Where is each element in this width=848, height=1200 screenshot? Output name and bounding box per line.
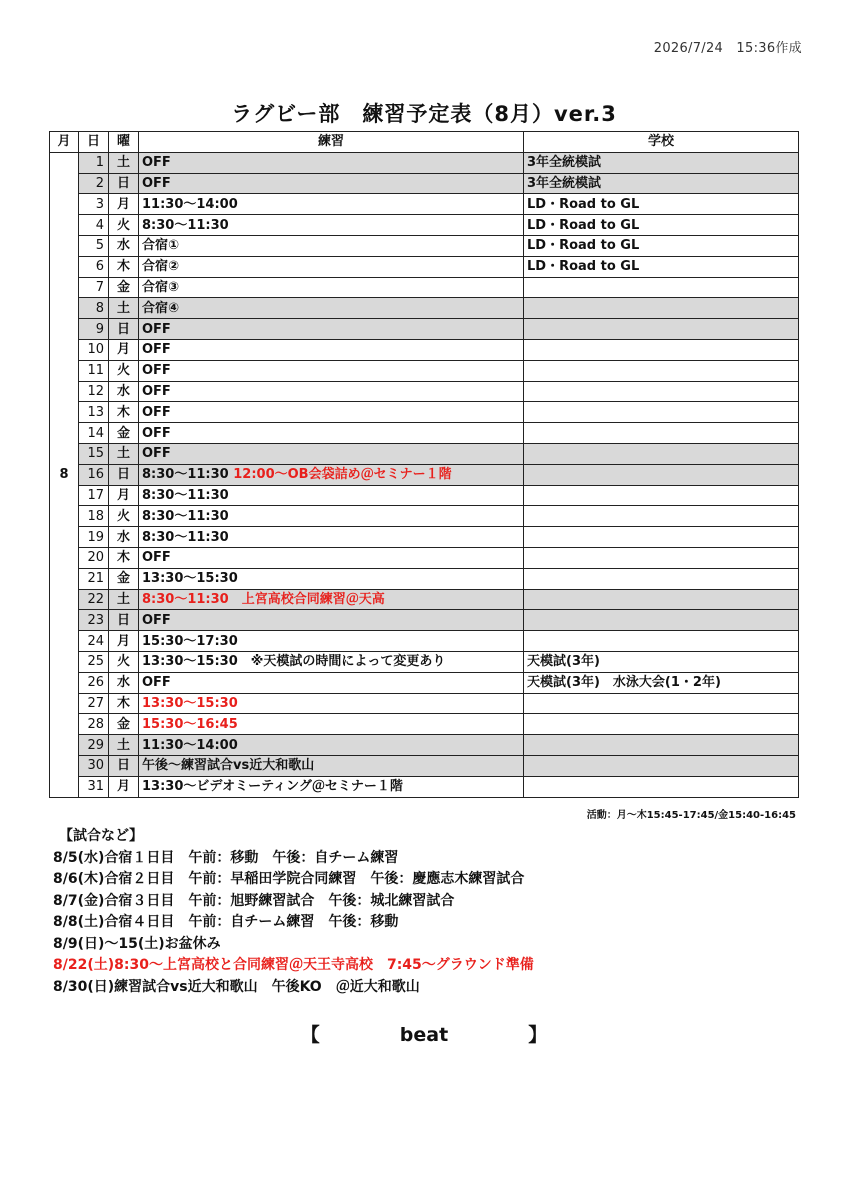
practice-cell <box>139 735 524 756</box>
weekday-cell: 土 <box>109 152 139 173</box>
table-row <box>50 693 799 714</box>
school-cell: 天模試(3年) <box>524 651 799 672</box>
school-cell <box>524 589 799 610</box>
day-cell: 11 <box>79 360 109 381</box>
day-cell: 2 <box>79 173 109 194</box>
practice-text: OFF <box>142 612 171 628</box>
table-row <box>50 506 799 527</box>
weekday-cell: 月 <box>109 776 139 797</box>
day-cell: 24 <box>79 631 109 652</box>
school-cell <box>524 381 799 402</box>
school-cell <box>524 610 799 631</box>
footer-close-bracket: 】 <box>528 1024 548 1046</box>
school-cell <box>524 693 799 714</box>
day-cell: 7 <box>79 277 109 298</box>
practice-cell <box>139 651 524 672</box>
day-cell: 22 <box>79 589 109 610</box>
day-cell: 8 <box>79 298 109 319</box>
practice-text: 13:30～ビデオミーティング＠セミナー１階 <box>142 779 403 795</box>
practice-note-red: 8:30～11:30 上宮高校合同練習＠天高 <box>142 591 385 607</box>
table-row <box>50 755 799 776</box>
practice-text: OFF <box>142 425 171 441</box>
school-cell: 天模試(3年) 水泳大会(1・2年) <box>524 672 799 693</box>
weekday-cell: 月 <box>109 485 139 506</box>
weekday-cell: 日 <box>109 610 139 631</box>
day-cell: 23 <box>79 610 109 631</box>
practice-cell <box>139 631 524 652</box>
day-cell: 25 <box>79 651 109 672</box>
header-weekday: 曜 <box>109 132 139 153</box>
weekday-cell: 日 <box>109 319 139 340</box>
table-row <box>50 256 799 277</box>
practice-note-red: 13:30～15:30 <box>142 695 238 711</box>
table-row <box>50 339 799 360</box>
practice-cell <box>139 506 524 527</box>
practice-cell <box>139 527 524 548</box>
month-cell: 8 <box>50 152 79 797</box>
practice-cell <box>139 319 524 340</box>
table-row <box>50 735 799 756</box>
table-row <box>50 443 799 464</box>
school-cell <box>524 443 799 464</box>
game-line: 8/7(金)合宿３日目 午前：旭野練習試合 午後：城北練習試合 <box>53 892 455 909</box>
day-cell: 26 <box>79 672 109 693</box>
table-row <box>50 464 799 485</box>
weekday-cell: 木 <box>109 693 139 714</box>
game-line: 8/5(水)合宿１日目 午前：移動 午後：自チーム練習 <box>53 849 399 866</box>
table-row <box>50 152 799 173</box>
school-cell <box>524 714 799 735</box>
school-cell <box>524 277 799 298</box>
weekday-cell: 日 <box>109 173 139 194</box>
practice-text: OFF <box>142 404 171 420</box>
day-cell: 14 <box>79 423 109 444</box>
weekday-cell: 水 <box>109 527 139 548</box>
table-header-row <box>50 132 799 153</box>
header-day: 日 <box>79 132 109 153</box>
table-row <box>50 277 799 298</box>
practice-cell <box>139 485 524 506</box>
practice-cell <box>139 235 524 256</box>
practice-text: OFF <box>142 550 171 566</box>
practice-text: OFF <box>142 383 171 399</box>
practice-cell <box>139 256 524 277</box>
school-cell: 3年全統模試 <box>524 152 799 173</box>
weekday-cell: 火 <box>109 215 139 236</box>
practice-note-red: 12:00～OB会袋詰め＠セミナー１階 <box>233 467 452 483</box>
table-row <box>50 173 799 194</box>
day-cell: 10 <box>79 339 109 360</box>
weekday-cell: 木 <box>109 402 139 423</box>
table-row <box>50 485 799 506</box>
practice-text: 8:30～11:30 <box>142 508 229 524</box>
header-school: 学校 <box>524 132 799 153</box>
day-cell: 18 <box>79 506 109 527</box>
practice-text: 13:30～15:30 ※天模試の時間によって変更あり <box>142 654 446 670</box>
practice-text: 8:30～11:30 <box>142 467 234 483</box>
table-row <box>50 360 799 381</box>
games-list <box>53 848 534 999</box>
day-cell: 6 <box>79 256 109 277</box>
practice-text: OFF <box>142 363 171 379</box>
table-row <box>50 381 799 402</box>
weekday-cell: 土 <box>109 298 139 319</box>
table-row <box>50 714 799 735</box>
practice-cell <box>139 464 524 485</box>
weekday-cell: 金 <box>109 423 139 444</box>
weekday-cell: 金 <box>109 277 139 298</box>
school-cell <box>524 506 799 527</box>
weekday-cell: 金 <box>109 568 139 589</box>
practice-cell <box>139 776 524 797</box>
day-cell: 15 <box>79 443 109 464</box>
school-cell: LD・Road to GL <box>524 256 799 277</box>
practice-text: 午後～練習試合vs近大和歌山 <box>142 758 315 774</box>
table-row <box>50 672 799 693</box>
day-cell: 17 <box>79 485 109 506</box>
day-cell: 19 <box>79 527 109 548</box>
school-cell <box>524 547 799 568</box>
day-cell: 4 <box>79 215 109 236</box>
practice-text: OFF <box>142 342 171 358</box>
day-cell: 1 <box>79 152 109 173</box>
table-row <box>50 589 799 610</box>
table-row <box>50 319 799 340</box>
practice-text: 13:30～15:30 <box>142 571 238 587</box>
practice-cell <box>139 381 524 402</box>
game-line: 8/30(日)練習試合vs近大和歌山 午後KO ＠近大和歌山 <box>53 978 420 995</box>
game-line: 8/9(日)～15(土)お盆休み <box>53 935 221 952</box>
games-heading: 【試合など】 <box>59 828 143 844</box>
practice-text: 合宿① <box>142 238 180 254</box>
weekday-cell: 火 <box>109 506 139 527</box>
school-cell: LD・Road to GL <box>524 215 799 236</box>
practice-text: 11:30～14:00 <box>142 737 238 753</box>
game-line: 8/8(土)合宿４日目 午前：自チーム練習 午後：移動 <box>53 914 399 930</box>
practice-text: OFF <box>142 175 171 191</box>
practice-text: 11:30～14:00 <box>142 196 238 212</box>
practice-text: 合宿④ <box>142 300 180 316</box>
weekday-cell: 土 <box>109 735 139 756</box>
practice-text: 8:30～11:30 <box>142 529 229 545</box>
table-row <box>50 547 799 568</box>
table-row <box>50 235 799 256</box>
school-cell <box>524 339 799 360</box>
practice-cell <box>139 215 524 236</box>
footer-word: beat <box>399 1024 449 1046</box>
table-row <box>50 610 799 631</box>
schedule-body <box>50 152 799 797</box>
school-cell <box>524 527 799 548</box>
footer-beat <box>0 1020 848 1047</box>
school-cell <box>524 735 799 756</box>
practice-text: 8:30～11:30 <box>142 487 229 503</box>
practice-cell <box>139 339 524 360</box>
practice-cell <box>139 443 524 464</box>
header-month: 月 <box>50 132 79 153</box>
school-cell <box>524 755 799 776</box>
game-line: 8/22(土)8:30～上宮高校と合同練習＠天王寺高校 7:45～グラウンド準備 <box>53 957 534 973</box>
created-timestamp: 2026/7/24 15:36作成 <box>653 41 802 56</box>
footer-open-bracket: 【 <box>300 1024 320 1046</box>
table-row <box>50 402 799 423</box>
weekday-cell: 金 <box>109 714 139 735</box>
practice-cell <box>139 277 524 298</box>
school-cell: LD・Road to GL <box>524 194 799 215</box>
practice-text: OFF <box>142 675 171 691</box>
day-cell: 29 <box>79 735 109 756</box>
day-cell: 13 <box>79 402 109 423</box>
school-cell <box>524 319 799 340</box>
table-row <box>50 631 799 652</box>
practice-cell <box>139 298 524 319</box>
weekday-cell: 日 <box>109 755 139 776</box>
school-cell <box>524 423 799 444</box>
school-cell <box>524 631 799 652</box>
practice-cell <box>139 173 524 194</box>
school-cell: 3年全統模試 <box>524 173 799 194</box>
weekday-cell: 土 <box>109 589 139 610</box>
practice-cell <box>139 360 524 381</box>
table-row <box>50 527 799 548</box>
page-title: ラグビー部 練習予定表（8月）ver.3 <box>231 102 617 126</box>
activity-note: 活動：月～木15:45-17:45/金15:40-16:45 <box>586 810 796 821</box>
table-row <box>50 423 799 444</box>
school-cell <box>524 360 799 381</box>
practice-cell <box>139 152 524 173</box>
day-cell: 12 <box>79 381 109 402</box>
practice-text: OFF <box>142 321 171 337</box>
weekday-cell: 木 <box>109 256 139 277</box>
game-line: 8/6(木)合宿２日目 午前：早稲田学院合同練習 午後：慶應志木練習試合 <box>53 871 525 887</box>
day-cell: 20 <box>79 547 109 568</box>
table-row <box>50 298 799 319</box>
weekday-cell: 月 <box>109 339 139 360</box>
practice-cell <box>139 568 524 589</box>
day-cell: 9 <box>79 319 109 340</box>
practice-cell <box>139 402 524 423</box>
school-cell <box>524 298 799 319</box>
practice-text: 合宿② <box>142 259 180 275</box>
table-row <box>50 651 799 672</box>
practice-text: 8:30～11:30 <box>142 217 229 233</box>
weekday-cell: 木 <box>109 547 139 568</box>
day-cell: 3 <box>79 194 109 215</box>
day-cell: 27 <box>79 693 109 714</box>
table-row <box>50 215 799 236</box>
day-cell: 31 <box>79 776 109 797</box>
practice-cell <box>139 547 524 568</box>
schedule-table <box>49 131 799 798</box>
school-cell <box>524 402 799 423</box>
weekday-cell: 水 <box>109 381 139 402</box>
weekday-cell: 水 <box>109 672 139 693</box>
day-cell: 30 <box>79 755 109 776</box>
school-cell <box>524 485 799 506</box>
day-cell: 5 <box>79 235 109 256</box>
weekday-cell: 月 <box>109 194 139 215</box>
practice-text: 合宿③ <box>142 279 180 295</box>
practice-cell <box>139 672 524 693</box>
practice-cell <box>139 423 524 444</box>
weekday-cell: 火 <box>109 360 139 381</box>
games-section <box>53 826 534 998</box>
day-cell: 16 <box>79 464 109 485</box>
practice-note-red: 15:30～16:45 <box>142 716 238 732</box>
table-row <box>50 776 799 797</box>
day-cell: 28 <box>79 714 109 735</box>
weekday-cell: 土 <box>109 443 139 464</box>
practice-cell <box>139 589 524 610</box>
school-cell <box>524 776 799 797</box>
practice-cell <box>139 610 524 631</box>
weekday-cell: 水 <box>109 235 139 256</box>
weekday-cell: 火 <box>109 651 139 672</box>
practice-cell <box>139 714 524 735</box>
table-row <box>50 568 799 589</box>
practice-cell <box>139 693 524 714</box>
weekday-cell: 日 <box>109 464 139 485</box>
practice-cell <box>139 194 524 215</box>
day-cell: 21 <box>79 568 109 589</box>
school-cell: LD・Road to GL <box>524 235 799 256</box>
table-row <box>50 194 799 215</box>
practice-cell <box>139 755 524 776</box>
weekday-cell: 月 <box>109 631 139 652</box>
practice-text: 15:30～17:30 <box>142 633 238 649</box>
header-practice: 練習 <box>139 132 524 153</box>
practice-text: OFF <box>142 446 171 462</box>
school-cell <box>524 568 799 589</box>
school-cell <box>524 464 799 485</box>
practice-text: OFF <box>142 155 171 171</box>
